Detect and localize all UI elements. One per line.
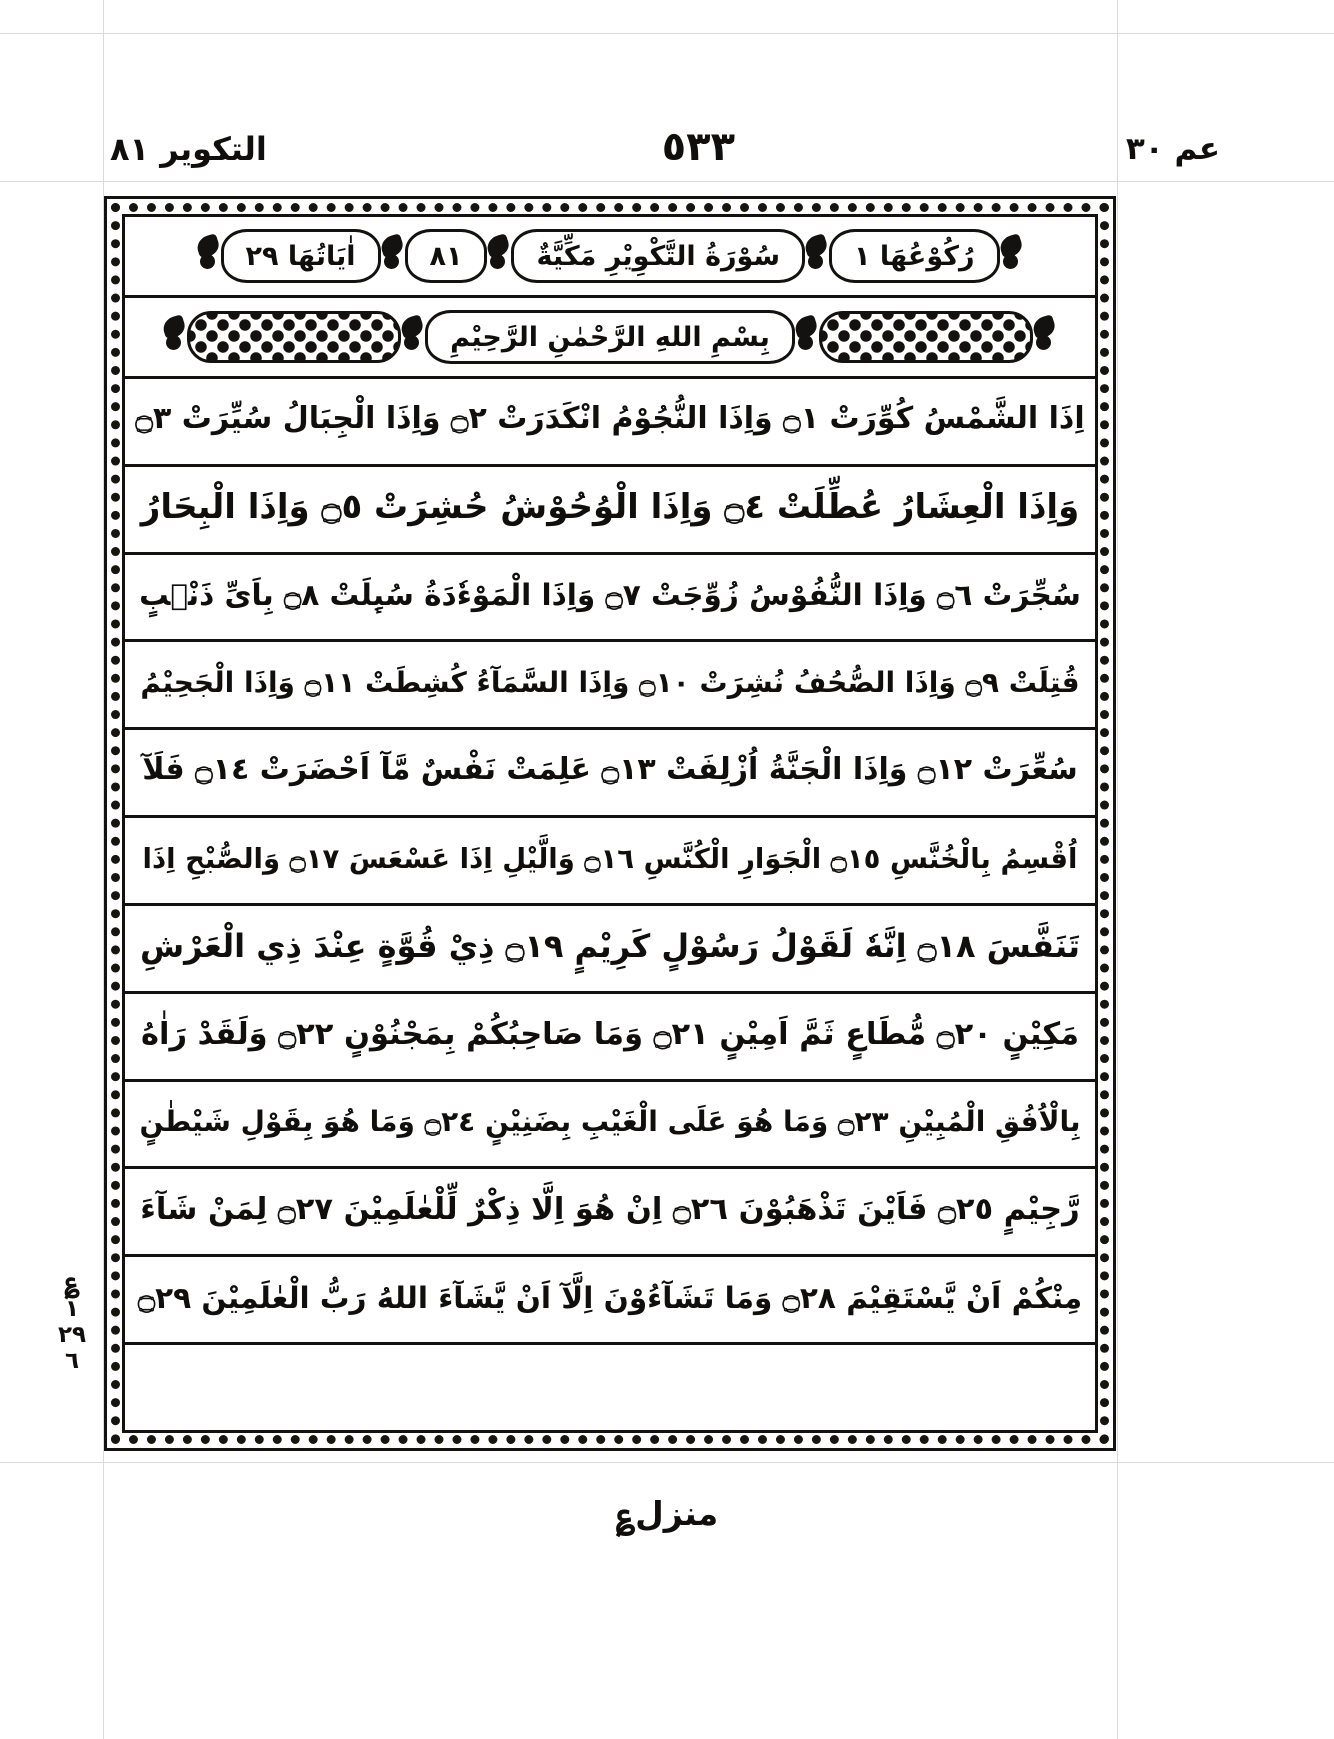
ayah-line-text: تَنَفَّسَ ۝١٨ اِنَّهٗ لَقَوْلُ رَسُوْلٍ كَرِيْمٍ ۝١٩ ذِيْ قُوَّةٍ عِنْدَ ذِي الْعَرْشِ bbox=[139, 927, 1081, 966]
floret-ornament-icon bbox=[1030, 314, 1060, 360]
ayah-line bbox=[125, 1257, 1095, 1345]
ayah-line bbox=[125, 467, 1095, 555]
ruku-count-segment bbox=[829, 229, 999, 283]
surah-number-segment bbox=[405, 229, 488, 283]
floret-ornament-icon bbox=[997, 233, 1027, 279]
ayah-line bbox=[125, 994, 1095, 1082]
surah-name-header: التكوير ٨١ bbox=[110, 130, 267, 168]
floret-ornament-icon bbox=[378, 233, 408, 279]
ayah-line-list bbox=[125, 379, 1095, 1430]
margin-marker-top: ١ bbox=[64, 1296, 80, 1323]
scan-guide-right bbox=[1117, 0, 1118, 1739]
ayah-line bbox=[125, 1169, 1095, 1257]
ayah-line-text: مِنْكُمْ اَنْ يَّسْتَقِيْمَ ۝٢٨ وَمَا تَشَآءُوْنَ اِلَّآ اَنْ يَّشَآءَ اللهُ رَبُّ الْعٰلَمِيْنَ ۝٢٩ bbox=[137, 1280, 1083, 1315]
mushaf-frame bbox=[104, 196, 1116, 1451]
ayah-line-text: قُتِلَتْ ۝٩ وَاِذَا الصُّحُفُ نُشِرَتْ ۝١٠ وَاِذَا السَّمَآءُ كُشِطَتْ ۝١١ وَاِذَا الْجَحِيْمُ bbox=[140, 665, 1080, 699]
ayah-line bbox=[125, 818, 1095, 906]
ayat-count-label: اٰیَاتُهَا ٢٩ bbox=[245, 240, 356, 272]
margin-marker-ruku-symbol: ؏ bbox=[64, 1267, 80, 1297]
ayah-line bbox=[125, 379, 1095, 467]
floret-ornament-icon bbox=[484, 233, 514, 279]
floret-ornament-icon bbox=[792, 314, 822, 360]
page-number: ٥٣٣ bbox=[661, 124, 735, 170]
page-footer bbox=[0, 1494, 1334, 1533]
scan-guide-top bbox=[0, 33, 1334, 34]
ruku-count-label: رُكُوْعُهَا ١ bbox=[854, 240, 975, 272]
surah-title-cartouche bbox=[194, 229, 1027, 283]
dot-fill-ornament-icon bbox=[819, 311, 1033, 363]
surah-title-segment bbox=[511, 229, 805, 283]
juz-label: عم ٣٠ bbox=[1125, 130, 1220, 167]
bismillah-segment bbox=[425, 310, 795, 364]
surah-title-label: سُوْرَةُ التَّكْوِيْرِ مَكِّيَّةٌ bbox=[536, 240, 781, 272]
ayah-line-text: سُجِّرَتْ ۝٦ وَاِذَا النُّفُوْسُ زُوِّجَتْ ۝٧ وَاِذَا الْمَوْءٗدَةُ سُىِٕلَتْ ۝٨ بِاَىِّ ذَنْۢبٍ bbox=[139, 578, 1081, 613]
surah-title-banner bbox=[125, 217, 1095, 298]
ayah-line bbox=[125, 642, 1095, 730]
bismillah-banner bbox=[125, 298, 1095, 379]
ayah-line-blank bbox=[125, 1345, 1095, 1430]
ayah-line bbox=[125, 1082, 1095, 1170]
margin-ruku-marker bbox=[46, 1268, 98, 1374]
floret-ornament-icon bbox=[194, 233, 224, 279]
ayah-line-text: وَاِذَا الْعِشَارُ عُطِّلَتْ ۝٤ وَاِذَا الْوُحُوْشُ حُشِرَتْ ۝٥ وَاِذَا الْبِحَارُ bbox=[140, 486, 1080, 527]
ayah-line-text: اِذَا الشَّمْسُ كُوِّرَتْ ۝١ وَاِذَا النُّجُوْمُ انْكَدَرَتْ ۝٢ وَاِذَا الْجِبَالُ سُيِّرَتْ ۝٣ bbox=[135, 401, 1085, 437]
manzil-label: منزل؏ bbox=[615, 1494, 719, 1533]
ayah-line bbox=[125, 906, 1095, 994]
ayah-line-text: رَّجِيْمٍ ۝٢٥ فَاَيْنَ تَذْهَبُوْنَ ۝٢٦ اِنْ هُوَ اِلَّا ذِكْرٌ لِّلْعٰلَمِيْنَ ۝٢٧ لِمَنْ شَآءَ bbox=[140, 1192, 1080, 1228]
ayah-line bbox=[125, 555, 1095, 643]
floret-ornament-icon bbox=[160, 314, 190, 360]
surah-number-label: ٨١ bbox=[429, 240, 463, 272]
ayah-line-text: اُقْسِمُ بِالْخُنَّسِ ۝١٥ الْجَوَارِ الْكُنَّسِ ۝١٦ وَالَّيْلِ اِذَا عَسْعَسَ ۝١٧ وَالصُّبْحِ اِذَا bbox=[142, 842, 1078, 875]
ayah-line-text: بِالْاُفُقِ الْمُبِيْنِ ۝٢٣ وَمَا هُوَ عَلَى الْغَيْبِ بِضَنِيْنٍ ۝٢٤ وَمَا هُوَ بِقَوْلِ شَيْطٰنٍ bbox=[139, 1104, 1081, 1138]
floret-ornament-icon bbox=[802, 233, 832, 279]
ayah-line bbox=[125, 730, 1095, 818]
bismillah-cartouche bbox=[160, 310, 1060, 364]
mushaf-text-block bbox=[122, 214, 1098, 1433]
bismillah-text: بِسْمِ اللهِ الرَّحْمٰنِ الرَّحِيْمِ bbox=[450, 321, 770, 353]
scan-guide-bottom bbox=[0, 1462, 1334, 1463]
ayat-count-segment bbox=[221, 229, 381, 283]
running-header bbox=[110, 118, 1224, 180]
scan-guide-header bbox=[0, 181, 1334, 182]
dot-fill-ornament-icon bbox=[187, 311, 401, 363]
margin-marker-middle: ٢٩ bbox=[57, 1321, 87, 1348]
floret-ornament-icon bbox=[398, 314, 428, 360]
margin-marker-bottom: ٦ bbox=[64, 1347, 80, 1374]
ayah-line-text: سُعِّرَتْ ۝١٢ وَاِذَا الْجَنَّةُ اُزْلِفَتْ ۝١٣ عَلِمَتْ نَفْسٌ مَّآ اَحْضَرَتْ ۝١٤ فَلَآ bbox=[142, 752, 1078, 788]
ayah-line-text: مَكِيْنٍ ۝٢٠ مُّطَاعٍ ثَمَّ اَمِيْنٍ ۝٢١ وَمَا صَاحِبُكُمْ بِمَجْنُوْنٍ ۝٢٢ وَلَقَدْ رَاٰهُ bbox=[141, 1016, 1079, 1052]
